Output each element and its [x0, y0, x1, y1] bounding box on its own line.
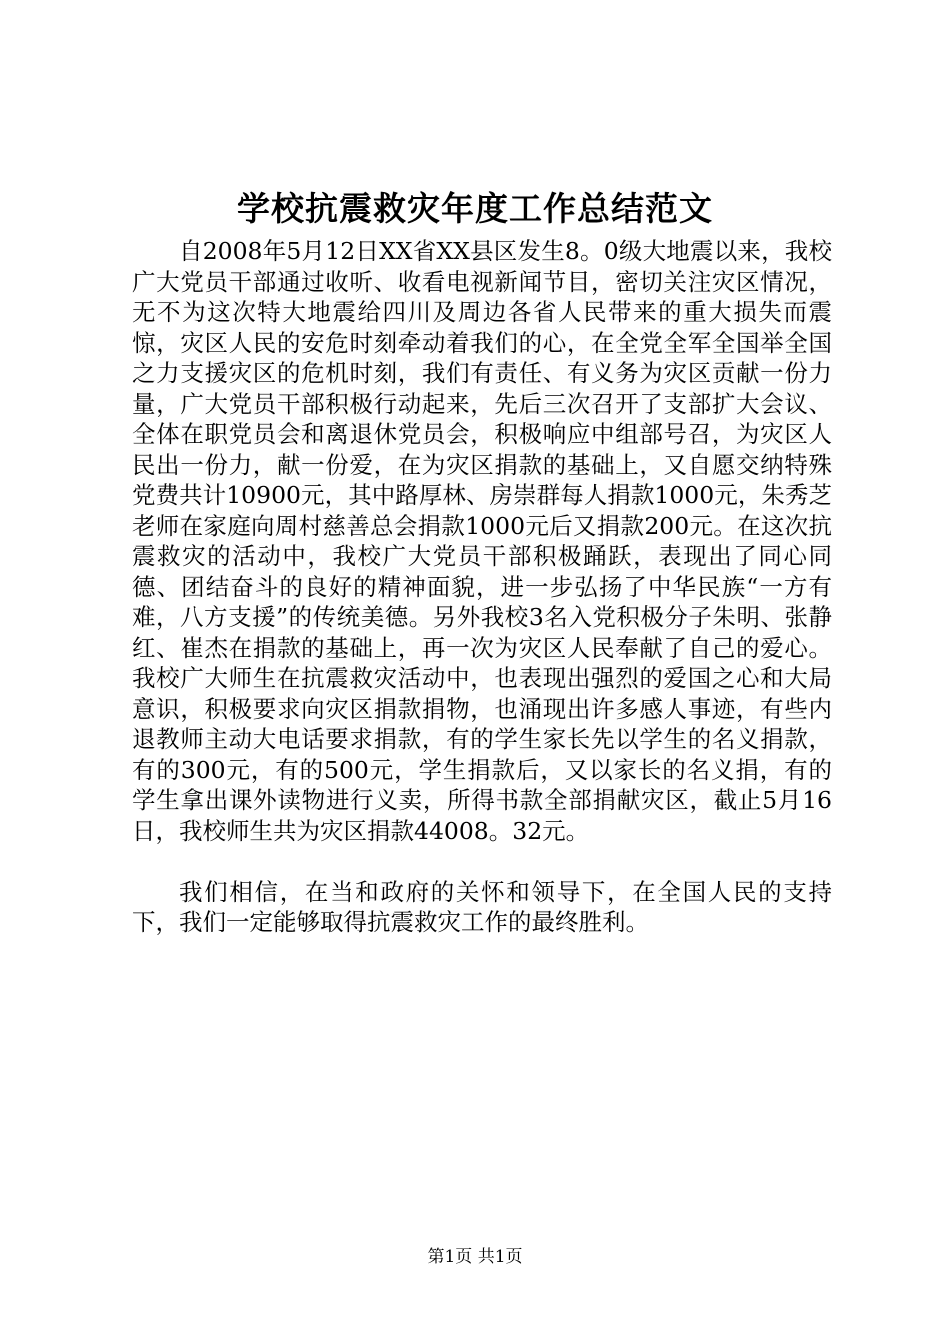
- paragraph-2: 我们相信，在当和政府的关怀和领导下，在全国人民的支持下，我们一定能够取得抗震救灾工作的最终胜利。: [132, 877, 832, 936]
- paragraph-1: 自2008年5月12日XX省XX县区发生8。0级大地震以来，我校广大党员干部通过收听、收看电视新闻节目，密切关注灾区情况，无不为这次特大地震给四川及周边各省人民带来的重大损失而震惊，灾区人民的安危时刻牵动着我们的心，在全党全军全国举全国之力支援灾区的危机时刻，我们有责任、有义务为灾区贡献一份力量，广大党员干部积极行动起来，先后三次召开了支部扩大会议、全体在职党员会和离退休党员会，积极响应中组部号召，为灾区人民出一份力，献一份爱，在为灾区捐款的基础上，又自愿交纳特殊党费共计10900元，其中路厚林、房崇群每人捐款1000元，朱秀芝老师在家庭向周村慈善总会捐款1000元后又捐款200元。在这次抗震救灾的活动中，我校广大党员干部积极踊跃，表现出了同心同德、团结奋斗的良好的精神面貌，进一步弘扬了中华民族“一方有难，八方支援”的传统美德。另外我校3名入党积极分子朱明、张静红、崔杰在捐款的基础上，再一次为灾区人民奉献了自己的爱心。我校广大师生在抗震救灾活动中，也表现出强烈的爱国之心和大局意识，积极要求向灾区捐款捐物，也涌现出许多感人事迹，有些内退教师主动大电话要求捐款，有的学生家长先以学生的名义捐款，有的300元，有的500元，学生捐款后，又以家长的名义捐，有的学生拿出课外读物进行义卖，所得书款全部捐献灾区，截止5月16日，我校师生共为灾区捐款44008。32元。: [132, 237, 832, 845]
- document-title: 学校抗震救灾年度工作总结范文: [237, 189, 713, 228]
- document-body: [132, 236, 832, 938]
- page-number-footer: 第1页 共1页: [427, 1247, 523, 1267]
